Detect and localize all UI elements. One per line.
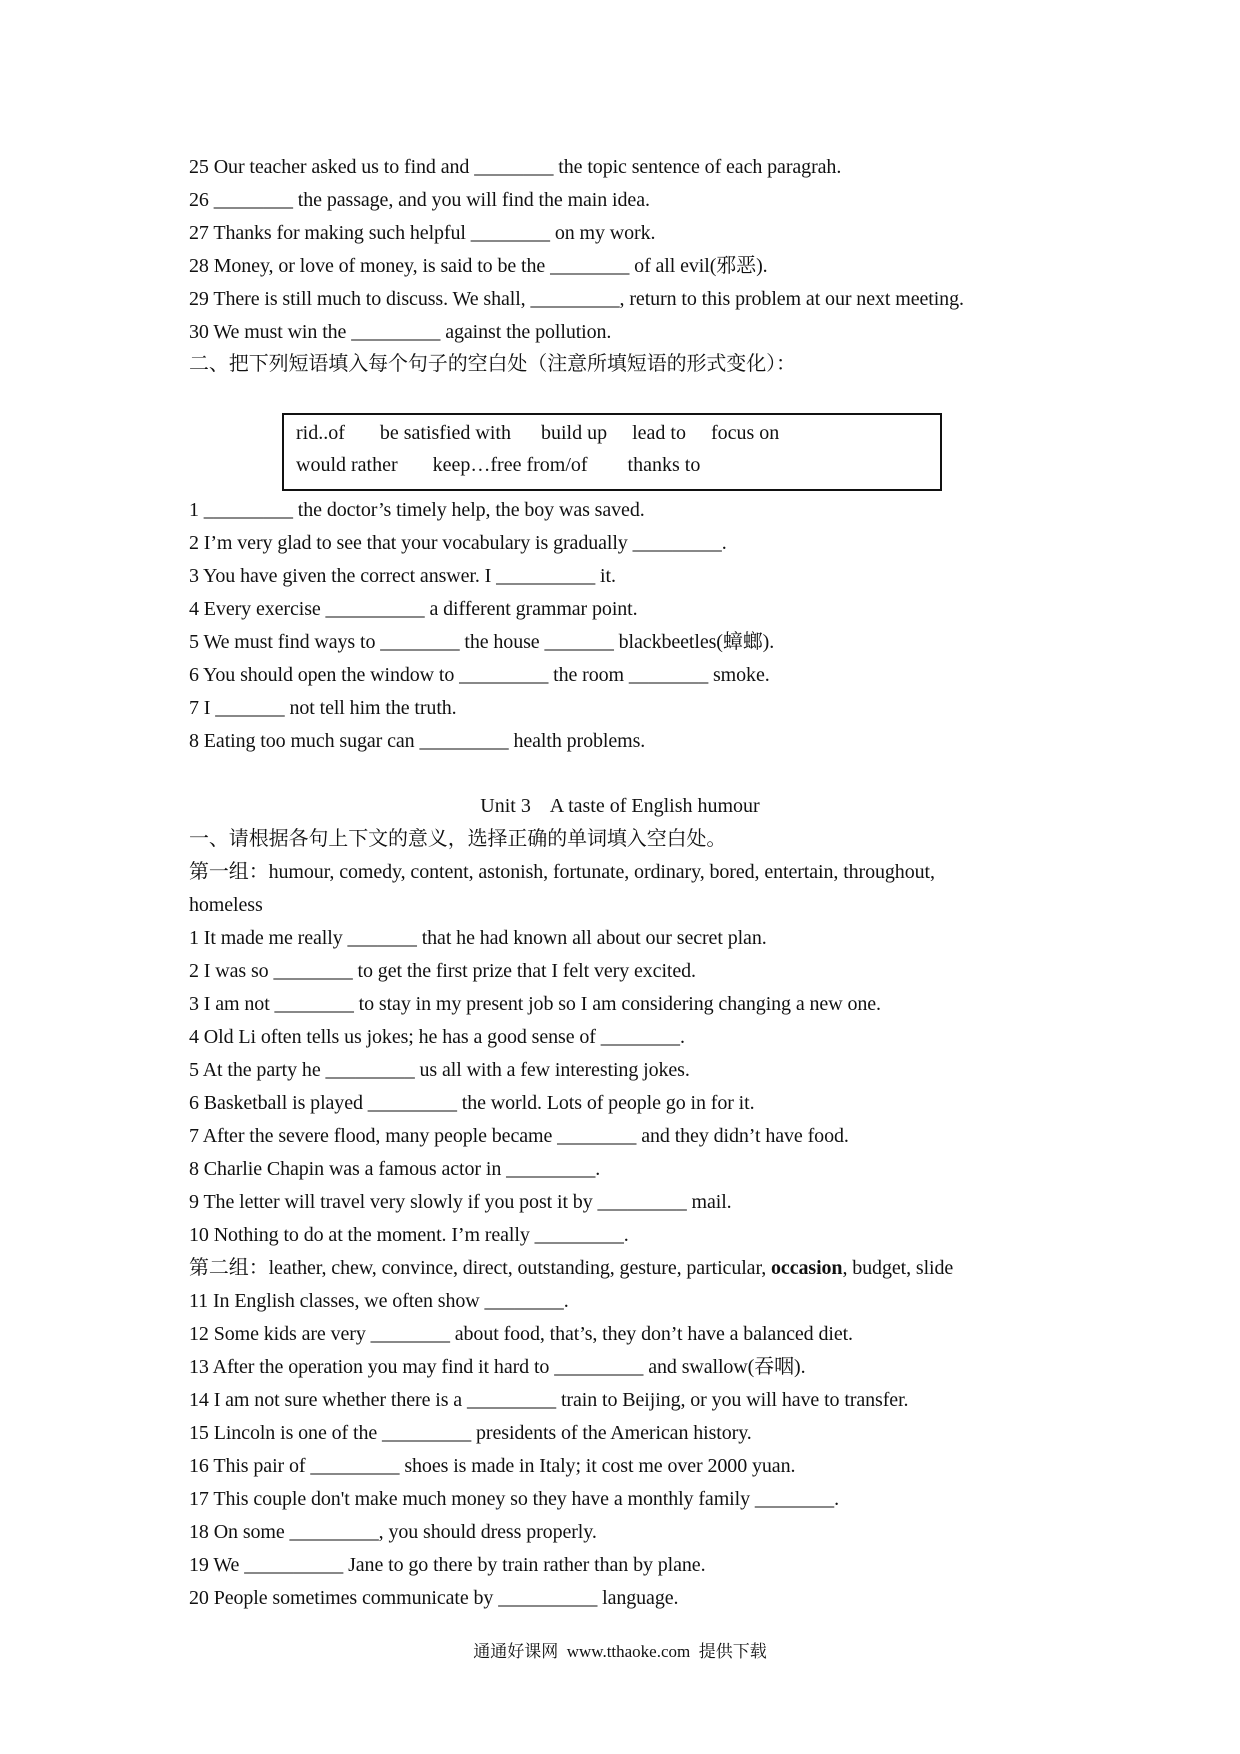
exercise-line: 15 Lincoln is one of the _________ presidents of the American history. (189, 1422, 752, 1444)
exercise-line: 4 Old Li often tells us jokes; he has a good sense of ________. (189, 1026, 685, 1048)
exercise-line: 27 Thanks for making such helpful ________ on my work. (189, 222, 656, 244)
phrase-row: would rather keep…free from/of thanks to (296, 454, 701, 476)
exercise-line: 25 Our teacher asked us to find and ________ the topic sentence of each paragrah. (189, 156, 842, 178)
exercise-line: 2 I’m very glad to see that your vocabulary is gradually _________. (189, 532, 727, 554)
exercise-line: 14 I am not sure whether there is a _________ train to Beijing, or you will have to transfer. (189, 1389, 909, 1411)
exercise-line: 18 On some _________, you should dress properly. (189, 1521, 597, 1543)
phrase-row: rid..of be satisfied with build up lead to focus on (296, 422, 780, 444)
exercise-line: 28 Money, or love of money, is said to be the ________ of all evil(邪恶). (189, 255, 768, 277)
exercise-line: 6 Basketball is played _________ the world. Lots of people go in for it. (189, 1092, 755, 1114)
exercise-line: 9 The letter will travel very slowly if you post it by _________ mail. (189, 1191, 732, 1213)
word-group-2-bold: occasion (771, 1257, 843, 1279)
exercise-line: 8 Eating too much sugar can _________ health problems. (189, 730, 646, 752)
exercise-line: 7 After the severe flood, many people became ________ and they didn’t have food. (189, 1125, 849, 1147)
exercise-line: 2 I was so ________ to get the first prize that I felt very excited. (189, 960, 696, 982)
exercise-line: 12 Some kids are very ________ about food, that’s, they don’t have a balanced diet. (189, 1323, 853, 1345)
word-group-1-cont: homeless (189, 894, 263, 916)
exercise-line: 1 _________ the doctor’s timely help, the boy was saved. (189, 499, 645, 521)
exercise-line: 7 I _______ not tell him the truth. (189, 697, 457, 719)
exercise-line: 16 This pair of _________ shoes is made in Italy; it cost me over 2000 yuan. (189, 1455, 796, 1477)
word-group-1: 第一组：humour, comedy, content, astonish, fortunate, ordinary, bored, entertain, throughout, (189, 861, 935, 883)
phrase-box (282, 413, 942, 491)
section-heading: 二、把下列短语填入每个句子的空白处（注意所填短语的形式变化）： (189, 353, 796, 375)
word-group-2-suffix: , budget, slide (842, 1257, 954, 1279)
exercise-line: 26 ________ the passage, and you will find the main idea. (189, 189, 650, 211)
exercise-line: 5 We must find ways to ________ the house _______ blackbeetles(蟑螂). (189, 631, 775, 653)
unit-title: Unit 3 A taste of English humour (480, 795, 760, 817)
exercise-line: 5 At the party he _________ us all with a few interesting jokes. (189, 1059, 690, 1081)
word-group-2 (189, 1254, 953, 1282)
unit-instruction: 一、请根据各句上下文的意义，选择正确的单词填入空白处。 (189, 828, 727, 850)
exercise-line: 6 You should open the window to _________ the room ________ smoke. (189, 664, 770, 686)
exercise-line: 30 We must win the _________ against the pollution. (189, 321, 612, 343)
exercise-line: 20 People sometimes communicate by __________ language. (189, 1587, 679, 1609)
exercise-line: 13 After the operation you may find it hard to _________ and swallow(吞咽). (189, 1356, 806, 1378)
exercise-line: 1 It made me really _______ that he had known all about our secret plan. (189, 927, 767, 949)
exercise-line: 3 You have given the correct answer. I __________ it. (189, 565, 616, 587)
exercise-line: 4 Every exercise __________ a different grammar point. (189, 598, 638, 620)
exercise-line: 11 In English classes, we often show ________. (189, 1290, 569, 1312)
exercise-line: 29 There is still much to discuss. We shall, _________, return to this problem at our next meeting. (189, 288, 964, 310)
exercise-line: 17 This couple don't make much money so they have a monthly family ________. (189, 1488, 839, 1510)
exercise-line: 10 Nothing to do at the moment. I’m really _________. (189, 1224, 629, 1246)
word-group-2-prefix: 第二组：leather, chew, convince, direct, outstanding, gesture, particular, (189, 1257, 772, 1279)
exercise-line: 8 Charlie Chapin was a famous actor in _________. (189, 1158, 601, 1180)
exercise-line: 19 We __________ Jane to go there by train rather than by plane. (189, 1554, 706, 1576)
page-footer: 通通好课网 www.tthaoke.com 提供下载 (473, 1642, 767, 1661)
exercise-line: 3 I am not ________ to stay in my present job so I am considering changing a new one. (189, 993, 881, 1015)
